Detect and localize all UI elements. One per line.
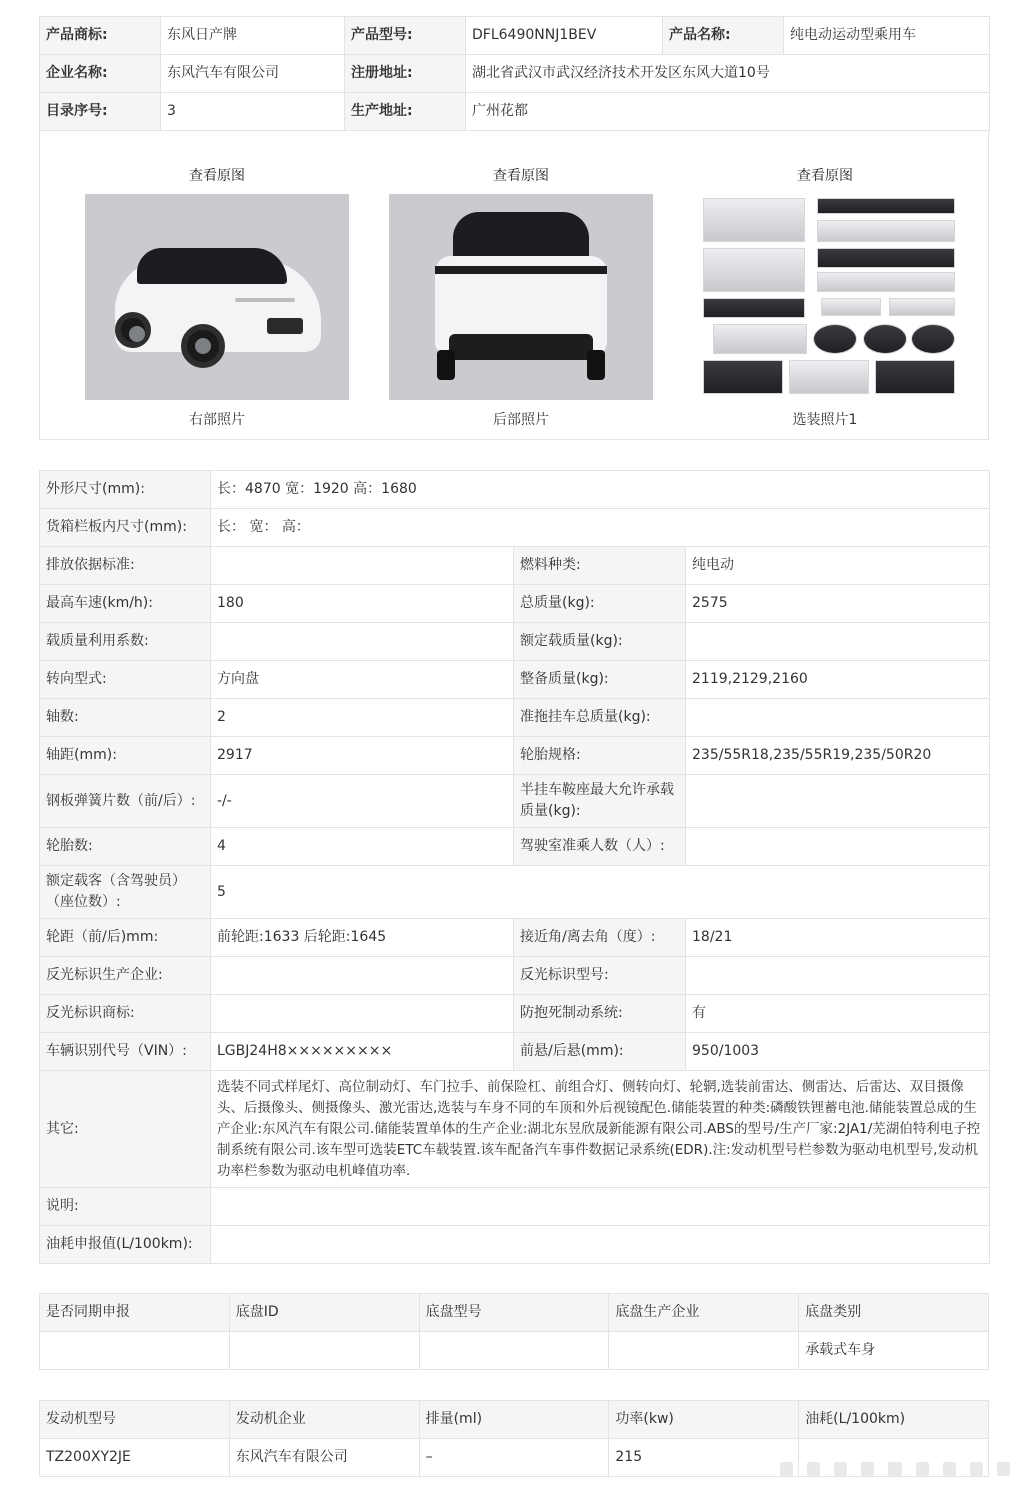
prod-address-value: 广州花都: [466, 93, 990, 131]
rear-car-image[interactable]: [389, 194, 653, 400]
photo-gallery: [39, 130, 989, 440]
engine-cell-maker: 东风汽车有限公司: [229, 1439, 419, 1477]
gross-value: 2575: [686, 585, 990, 623]
photo-right: [85, 166, 349, 430]
axles-value: 2: [211, 699, 514, 737]
catalog-label: 目录序号:: [40, 93, 161, 131]
photo-caption-rear: 后部照片: [493, 412, 549, 428]
engine-cell-power: 215: [609, 1439, 799, 1477]
curb-value: 2119,2129,2160: [686, 661, 990, 699]
reflector-maker-label: 反光标识生产企业:: [40, 957, 211, 995]
model-value: DFL6490NNJ1BEV: [466, 17, 663, 55]
chassis-table: [39, 1293, 989, 1370]
name-value: 纯电动运动型乘用车: [784, 17, 990, 55]
tire-value: 235/55R18,235/55R19,235/50R20: [686, 737, 990, 775]
reflector-brand-value: [211, 995, 514, 1033]
wheelbase-label: 轴距(mm):: [40, 737, 211, 775]
speed-value: 180: [211, 585, 514, 623]
name-label: 产品名称:: [663, 17, 784, 55]
view-original-link[interactable]: 查看原图: [493, 168, 549, 184]
tirecount-value: 4: [211, 828, 514, 866]
engine-header-power: 功率(kw): [609, 1401, 799, 1439]
angle-value: 18/21: [686, 919, 990, 957]
model-label: 产品型号:: [345, 17, 466, 55]
spring-value: -/-: [211, 775, 514, 828]
spring-label: 钢板弹簧片数（前/后）:: [40, 775, 211, 828]
chassis-header-model: 底盘型号: [419, 1294, 609, 1332]
brand-label: 产品商标:: [40, 17, 161, 55]
other-value: 选装不同式样尾灯、高位制动灯、车门拉手、前保险杠、前组合灯、侧转向灯、轮辋,选装前雷达、侧雷达、后雷达、双目摄像头、后摄像头、侧摄像头、激光雷达,选装与车身不同的车顶和外后视镜配色.储能装置的种类:磷酸铁锂蓄电池.储能装置总成的生产企业:东风汽车有限公司.储能装置单体的生产企业:湖北东昱欣晟新能源有限公司.ABS的型号/生产厂家:2JA1/芜湖伯特利电子控制系统有限公司.该车型可选装ETC车载装置.该车配备汽车事件数据记录系统(EDR).注:发动机型号栏参数为驱动电机型号,发动机功率栏参数为驱动电机峰值功率.: [211, 1071, 990, 1188]
engine-header-consumption: 油耗(L/100km): [799, 1401, 989, 1439]
fuel-value: 纯电动: [686, 547, 990, 585]
track-value: 前轮距:1633 后轮距:1645: [211, 919, 514, 957]
note-label: 说明:: [40, 1188, 211, 1226]
abs-label: 防抱死制动系统:: [514, 995, 686, 1033]
saddle-label: 半挂车鞍座最大允许承载质量(kg):: [514, 775, 686, 828]
chassis-header-type: 底盘类别: [799, 1294, 989, 1332]
chassis-cell-type: 承载式车身: [799, 1332, 989, 1370]
overhang-value: 950/1003: [686, 1033, 990, 1071]
photo-optional-1: [693, 166, 957, 430]
vin-value: LGBJ24H8×××××××××: [211, 1033, 514, 1071]
view-original-link[interactable]: 查看原图: [797, 168, 853, 184]
overhang-label: 前悬/后悬(mm):: [514, 1033, 686, 1071]
right-car-image[interactable]: [85, 194, 349, 400]
chassis-cell-maker: [609, 1332, 799, 1370]
trailer-value: [686, 699, 990, 737]
chassis-cell-id: [229, 1332, 419, 1370]
cargo-label: 货箱栏板内尺寸(mm):: [40, 509, 211, 547]
cargo-value: 长： 宽： 高：: [211, 509, 990, 547]
photo-caption-optional-1: 选装照片1: [792, 412, 858, 428]
reflector-model-label: 反光标识型号:: [514, 957, 686, 995]
view-original-link[interactable]: 查看原图: [189, 168, 245, 184]
prod-address-label: 生产地址:: [345, 93, 466, 131]
steer-value: 方向盘: [211, 661, 514, 699]
engine-header-displacement: 排量(ml): [419, 1401, 609, 1439]
speed-label: 最高车速(km/h):: [40, 585, 211, 623]
company-label: 企业名称:: [40, 55, 161, 93]
watermark: [780, 1462, 1010, 1478]
track-label: 轮距（前/后)mm:: [40, 919, 211, 957]
chassis-header-sync: 是否同期申报: [40, 1294, 230, 1332]
trailer-label: 准拖挂车总质量(kg):: [514, 699, 686, 737]
chassis-cell-sync: [40, 1332, 230, 1370]
seats-label: 额定载客（含驾驶员）（座位数）:: [40, 866, 211, 919]
steer-label: 转向型式:: [40, 661, 211, 699]
reg-address-label: 注册地址:: [345, 55, 466, 93]
cab-value: [686, 828, 990, 866]
seats-value: 5: [211, 866, 990, 919]
tire-label: 轮胎规格:: [514, 737, 686, 775]
angle-label: 接近角/离去角（度）:: [514, 919, 686, 957]
engine-cell-model: TZ200XY2JE: [40, 1439, 230, 1477]
photo-rear: [389, 166, 653, 430]
reg-address-value: 湖北省武汉市武汉经济技术开发区东风大道10号: [466, 55, 990, 93]
vin-label: 车辆识别代号（VIN）:: [40, 1033, 211, 1071]
photo-caption-right: 右部照片: [189, 412, 245, 428]
gross-label: 总质量(kg):: [514, 585, 686, 623]
reflector-model-value: [686, 957, 990, 995]
note-value: [211, 1188, 990, 1226]
emission-label: 排放依据标准:: [40, 547, 211, 585]
loadcoef-label: 载质量利用系数:: [40, 623, 211, 661]
dims-label: 外形尺寸(mm):: [40, 471, 211, 509]
cab-label: 驾驶室准乘人数（人）:: [514, 828, 686, 866]
engine-header-maker: 发动机企业: [229, 1401, 419, 1439]
chassis-header-maker: 底盘生产企业: [609, 1294, 799, 1332]
ratedload-value: [686, 623, 990, 661]
optional-photo-collage[interactable]: [693, 194, 957, 400]
fuel-consumption-value: [211, 1226, 990, 1264]
catalog-value: 3: [161, 93, 345, 131]
wheelbase-value: 2917: [211, 737, 514, 775]
reflector-maker-value: [211, 957, 514, 995]
engine-header-model: 发动机型号: [40, 1401, 230, 1439]
fuel-label: 燃料种类:: [514, 547, 686, 585]
emission-value: [211, 547, 514, 585]
chassis-cell-model: [419, 1332, 609, 1370]
reflector-brand-label: 反光标识商标:: [40, 995, 211, 1033]
saddle-value: [686, 775, 990, 828]
tirecount-label: 轮胎数:: [40, 828, 211, 866]
other-label: 其它:: [40, 1071, 211, 1188]
dims-value: 长：4870 宽：1920 高：1680: [211, 471, 990, 509]
abs-value: 有: [686, 995, 990, 1033]
specs-table: [39, 470, 990, 1264]
loadcoef-value: [211, 623, 514, 661]
fuel-consumption-label: 油耗申报值(L/100km):: [40, 1226, 211, 1264]
engine-cell-displacement: –: [419, 1439, 609, 1477]
brand-value: 东风日产牌: [161, 17, 345, 55]
chassis-header-id: 底盘ID: [229, 1294, 419, 1332]
axles-label: 轴数:: [40, 699, 211, 737]
ratedload-label: 额定载质量(kg):: [514, 623, 686, 661]
curb-label: 整备质量(kg):: [514, 661, 686, 699]
product-header-table: [39, 16, 990, 131]
company-value: 东风汽车有限公司: [161, 55, 345, 93]
